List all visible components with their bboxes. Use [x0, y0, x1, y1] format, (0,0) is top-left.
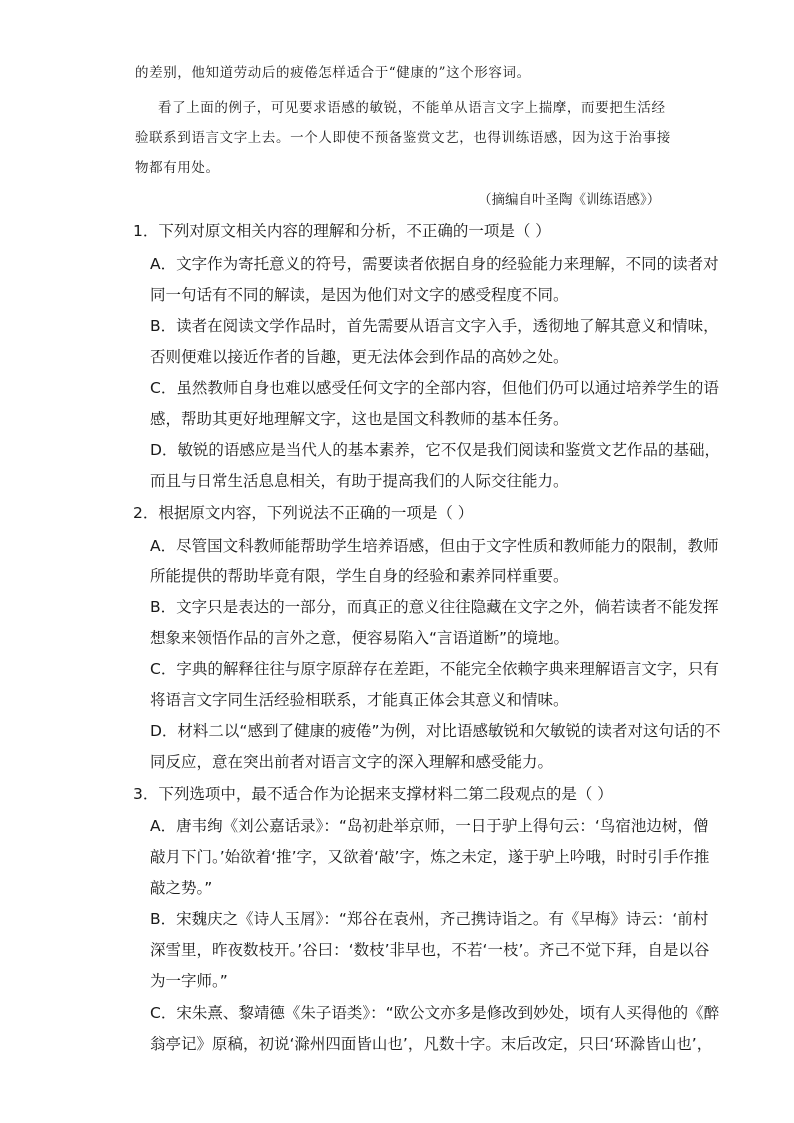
question-2-option-b-cont: 想象来领悟作品的言外之意，便容易陷入“言语道断”的境地。 [150, 629, 570, 647]
question-2-option-a-cont: 所能提供的帮助毕竟有限，学生自身的经验和素养同样重要。 [150, 567, 569, 585]
passage-line: 物都有用处。 [135, 160, 220, 176]
question-3-option-b-cont: 深雪里，昨夜数枝开。’谷曰：‘数枝’非早也，不若‘一枝’。齐己不觉下拜，自是以谷 [150, 941, 710, 959]
question-1-option-c-cont: 感，帮助其更好地理解文字，这也是国文科教师的基本任务。 [150, 410, 569, 428]
question-2-option-b: B．文字只是表达的一部分，而真正的意义往往隐藏在文字之外，倘若读者不能发挥 [150, 598, 719, 616]
question-2-option-d-cont: 同反应，意在突出前者对语言文字的深入理解和感受能力。 [150, 753, 554, 771]
question-1-option-d: D．敏锐的语感应是当代人的基本素养，它不仅是我们阅读和鉴赏文艺作品的基础， [150, 441, 720, 459]
question-3-option-a: A．唐韦绚《刘公嘉话录》：“岛初赴举京师，一日于驴上得句云：‘鸟宿池边树，僧 [150, 817, 709, 835]
question-2-option-c: C．字典的解释往往与原字原辞存在差距，不能完全依赖字典来理解语言文字，只有 [150, 660, 719, 678]
question-1-option-a-cont: 同一句话有不同的解读，是因为他们对文字的感受程度不同。 [150, 286, 569, 304]
passage-source: （摘编自叶圣陶《训练语感》） [478, 192, 661, 208]
passage-line: 验联系到语言文字上去。一个人即使不预备鉴赏文艺，也得训练语感，因为这于治事接 [135, 130, 671, 146]
question-1-option-d-cont: 而且与日常生活息息相关，有助于提高我们的人际交往能力。 [150, 472, 569, 490]
question-1-option-b-cont: 否则便难以接近作者的旨趣，更无法体会到作品的高妙之处。 [150, 348, 569, 366]
question-1-stem: 1．下列对原文相关内容的理解和分析，不正确的一项是（ ） [133, 222, 551, 240]
question-3-option-c: C．宋朱熹、黎靖德《朱子语类》：“欧公文亦多是修改到妙处，顷有人买得他的《醉 [150, 1004, 720, 1022]
question-2-stem: 2．根据原文内容，下列说法不正确的一项是（ ） [133, 504, 474, 522]
question-3-option-a-cont: 敲月下门。’始欲着‘推’字，又欲着‘敲’字，炼之未定，遂于驴上吟哦，时时引手作推 [150, 848, 710, 866]
question-3-option-b-cont: 为一字师。” [150, 972, 228, 990]
question-3-option-b: B．宋魏庆之《诗人玉屑》：“郑谷在袁州，齐己携诗诣之。有《早梅》诗云：‘前村 [150, 910, 709, 928]
question-3-option-c-cont: 翁亭记》原稿，初说‘滁州四面皆山也’，凡数十字。末后改定，只曰‘环滁皆山也’， [150, 1035, 713, 1053]
passage-line: 的差别，他知道劳动后的疲倦怎样适合于“健康的”这个形容词。 [135, 65, 531, 81]
question-1-option-c: C．虽然教师自身也难以感受任何文字的全部内容，但他们仍可以通过培养学生的语 [150, 379, 719, 397]
question-1-option-b: B．读者在阅读文学作品时，首先需要从语言文字入手，透彻地了解其意义和情味， [150, 317, 719, 335]
question-2-option-c-cont: 将语言文字同生活经验相联系，才能真正体会其意义和情味。 [150, 691, 569, 709]
question-1-option-a: A．文字作为寄托意义的符号，需要读者依据自身的经验能力来理解，不同的读者对 [150, 255, 719, 273]
question-2-option-d: D．材料二以“感到了健康的疲倦”为例，对比语感敏锐和欠敏锐的读者对这句话的不 [150, 722, 721, 740]
question-3-option-a-cont: 敲之势。” [150, 879, 213, 897]
passage-line: 看了上面的例子，可见要求语感的敏锐，不能单从语言文字上揣摩，而要把生活经 [158, 100, 666, 116]
question-2-option-a: A．尽管国文科教师能帮助学生培养语感，但由于文字性质和教师能力的限制，教师 [150, 537, 719, 555]
question-3-stem: 3．下列选项中，最不适合作为论据来支撑材料二第二段观点的是（ ） [133, 785, 613, 803]
